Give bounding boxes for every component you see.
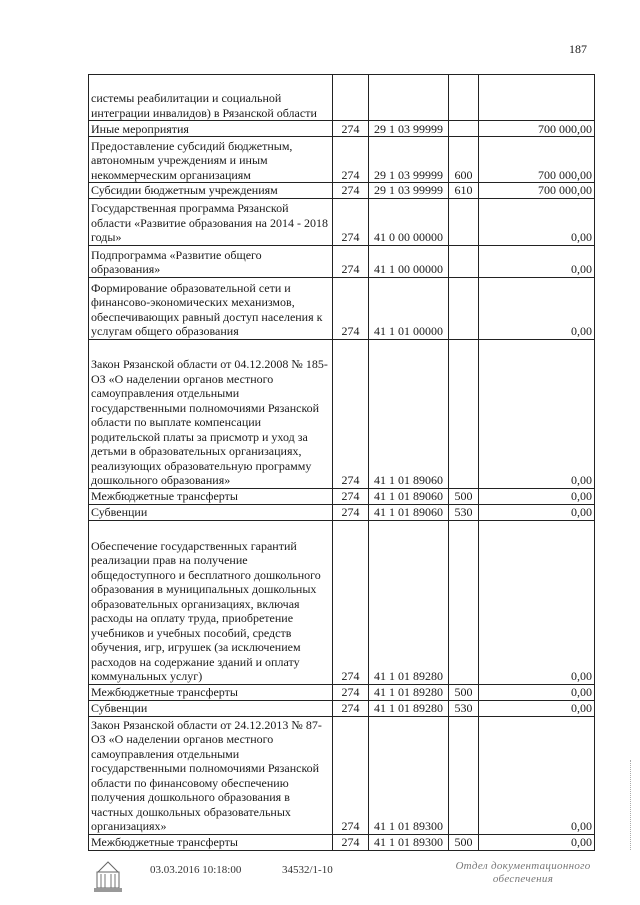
row-name: Предоставление субсидий бюджетным, автономным учреждениям и иным некоммерческим организациям: [89, 137, 333, 183]
row-amount: 700 000,00: [479, 137, 595, 183]
row-csr: 41 1 01 89060: [369, 504, 449, 520]
row-vr: [449, 277, 479, 339]
row-ministry: 274: [333, 488, 369, 504]
building-logo-icon: [90, 860, 126, 894]
scan-edge-mark: [630, 760, 633, 850]
row-name: Межбюджетные трансферты: [89, 488, 333, 504]
row-name: Субсидии бюджетным учреждениям: [89, 183, 333, 199]
row-vr: 500: [449, 834, 479, 850]
row-amount: 700 000,00: [479, 183, 595, 199]
row-amount: 700 000,00: [479, 121, 595, 137]
row-amount: 0,00: [479, 684, 595, 700]
row-csr: [369, 75, 449, 121]
row-csr: 29 1 03 99999: [369, 137, 449, 183]
row-csr: 29 1 03 99999: [369, 183, 449, 199]
table-row: [89, 834, 595, 850]
row-csr: 41 1 00 00000: [369, 245, 449, 277]
stamp-line-1: Отдел документационного: [455, 860, 591, 872]
table-row: [89, 339, 595, 488]
row-name: Формирование образовательной сети и финансово-экономических механизмов, обеспечивающих равный доступ населения к услугам общего образования: [89, 277, 333, 339]
row-ministry: 274: [333, 684, 369, 700]
page-footer: [0, 860, 640, 900]
row-ministry: 274: [333, 504, 369, 520]
table-row: [89, 137, 595, 183]
department-stamp: [448, 860, 598, 886]
row-csr: 41 1 01 89280: [369, 520, 449, 684]
table-row: [89, 198, 595, 245]
page-number: 187: [569, 42, 587, 56]
table-row: [89, 277, 595, 339]
row-vr: 530: [449, 700, 479, 716]
row-amount: 0,00: [479, 520, 595, 684]
row-ministry: 274: [333, 834, 369, 850]
row-ministry: 274: [333, 520, 369, 684]
table-row: [89, 75, 595, 121]
table-row: [89, 488, 595, 504]
row-ministry: 274: [333, 716, 369, 834]
row-vr: 600: [449, 137, 479, 183]
row-name: Подпрограмма «Развитие общего образования»: [89, 245, 333, 277]
row-name: системы реабилитации и социальной интеграции инвалидов) в Рязанской области: [89, 75, 333, 121]
row-ministry: 274: [333, 277, 369, 339]
row-vr: [449, 339, 479, 488]
stamp-line-2: обеспечения: [492, 873, 554, 885]
row-csr: 41 0 00 00000: [369, 198, 449, 245]
row-amount: 0,00: [479, 700, 595, 716]
row-amount: 0,00: [479, 834, 595, 850]
table-row: [89, 245, 595, 277]
row-name: Обеспечение государственных гарантий реализации прав на получение общедоступного и бесплатного дошкольного образования в муниципальных дошкольных образовательных организациях, включая расходы на оплату труда, приобретение учебников и учебных пособий, средств обучения, игр, игрушек (за исключением расходов на содержание зданий и оплату коммунальных услуг): [89, 520, 333, 684]
print-datetime: 03.03.2016 10:18:00: [150, 864, 242, 876]
row-vr: 500: [449, 684, 479, 700]
row-name: Межбюджетные трансферты: [89, 834, 333, 850]
row-csr: 41 1 01 89280: [369, 700, 449, 716]
row-amount: 0,00: [479, 716, 595, 834]
row-name: Межбюджетные трансферты: [89, 684, 333, 700]
row-csr: 41 1 01 89060: [369, 339, 449, 488]
table-row: [89, 121, 595, 137]
table-row: [89, 684, 595, 700]
table-row: [89, 716, 595, 834]
table-row: [89, 183, 595, 199]
row-amount: 0,00: [479, 339, 595, 488]
row-csr: 41 1 01 89300: [369, 716, 449, 834]
row-amount: 0,00: [479, 488, 595, 504]
row-vr: [449, 716, 479, 834]
row-vr: [449, 245, 479, 277]
row-amount: 0,00: [479, 198, 595, 245]
row-name: Закон Рязанской области от 04.12.2008 № 185-ОЗ «О наделении органов местного самоуправления отдельными государственными полномочиями Рязанской области по выплате компенсации родительской платы за присмотр и уход за детьми в образовательных организациях, реализующих образовательную программу дошкольного образования»: [89, 339, 333, 488]
row-vr: 610: [449, 183, 479, 199]
row-ministry: 274: [333, 183, 369, 199]
row-amount: [479, 75, 595, 121]
row-ministry: 274: [333, 700, 369, 716]
row-vr: 500: [449, 488, 479, 504]
row-vr: 530: [449, 504, 479, 520]
budget-table: [88, 74, 595, 851]
row-name: Субвенции: [89, 504, 333, 520]
row-csr: 41 1 01 00000: [369, 277, 449, 339]
row-name: Субвенции: [89, 700, 333, 716]
row-csr: 41 1 01 89060: [369, 488, 449, 504]
row-ministry: [333, 75, 369, 121]
row-name: Закон Рязанской области от 24.12.2013 № 87-ОЗ «О наделении органов местного самоуправления отдельными государственными полномочиями Рязанской области по финансовому обеспечению получения дошкольного образования в частных дошкольных образовательных организациях»: [89, 716, 333, 834]
row-amount: 0,00: [479, 504, 595, 520]
row-ministry: 274: [333, 339, 369, 488]
row-vr: [449, 75, 479, 121]
row-name: Государственная программа Рязанской области «Развитие образования на 2014 - 2018 годы»: [89, 198, 333, 245]
row-amount: 0,00: [479, 277, 595, 339]
table-row: [89, 520, 595, 684]
row-ministry: 274: [333, 245, 369, 277]
row-vr: [449, 198, 479, 245]
row-csr: 29 1 03 99999: [369, 121, 449, 137]
row-ministry: 274: [333, 121, 369, 137]
row-name: Иные мероприятия: [89, 121, 333, 137]
table-row: [89, 504, 595, 520]
row-ministry: 274: [333, 198, 369, 245]
row-csr: 41 1 01 89300: [369, 834, 449, 850]
row-csr: 41 1 01 89280: [369, 684, 449, 700]
table-row: [89, 700, 595, 716]
row-ministry: 274: [333, 137, 369, 183]
document-number: 34532/1-10: [282, 864, 333, 876]
row-amount: 0,00: [479, 245, 595, 277]
row-vr: [449, 121, 479, 137]
row-vr: [449, 520, 479, 684]
